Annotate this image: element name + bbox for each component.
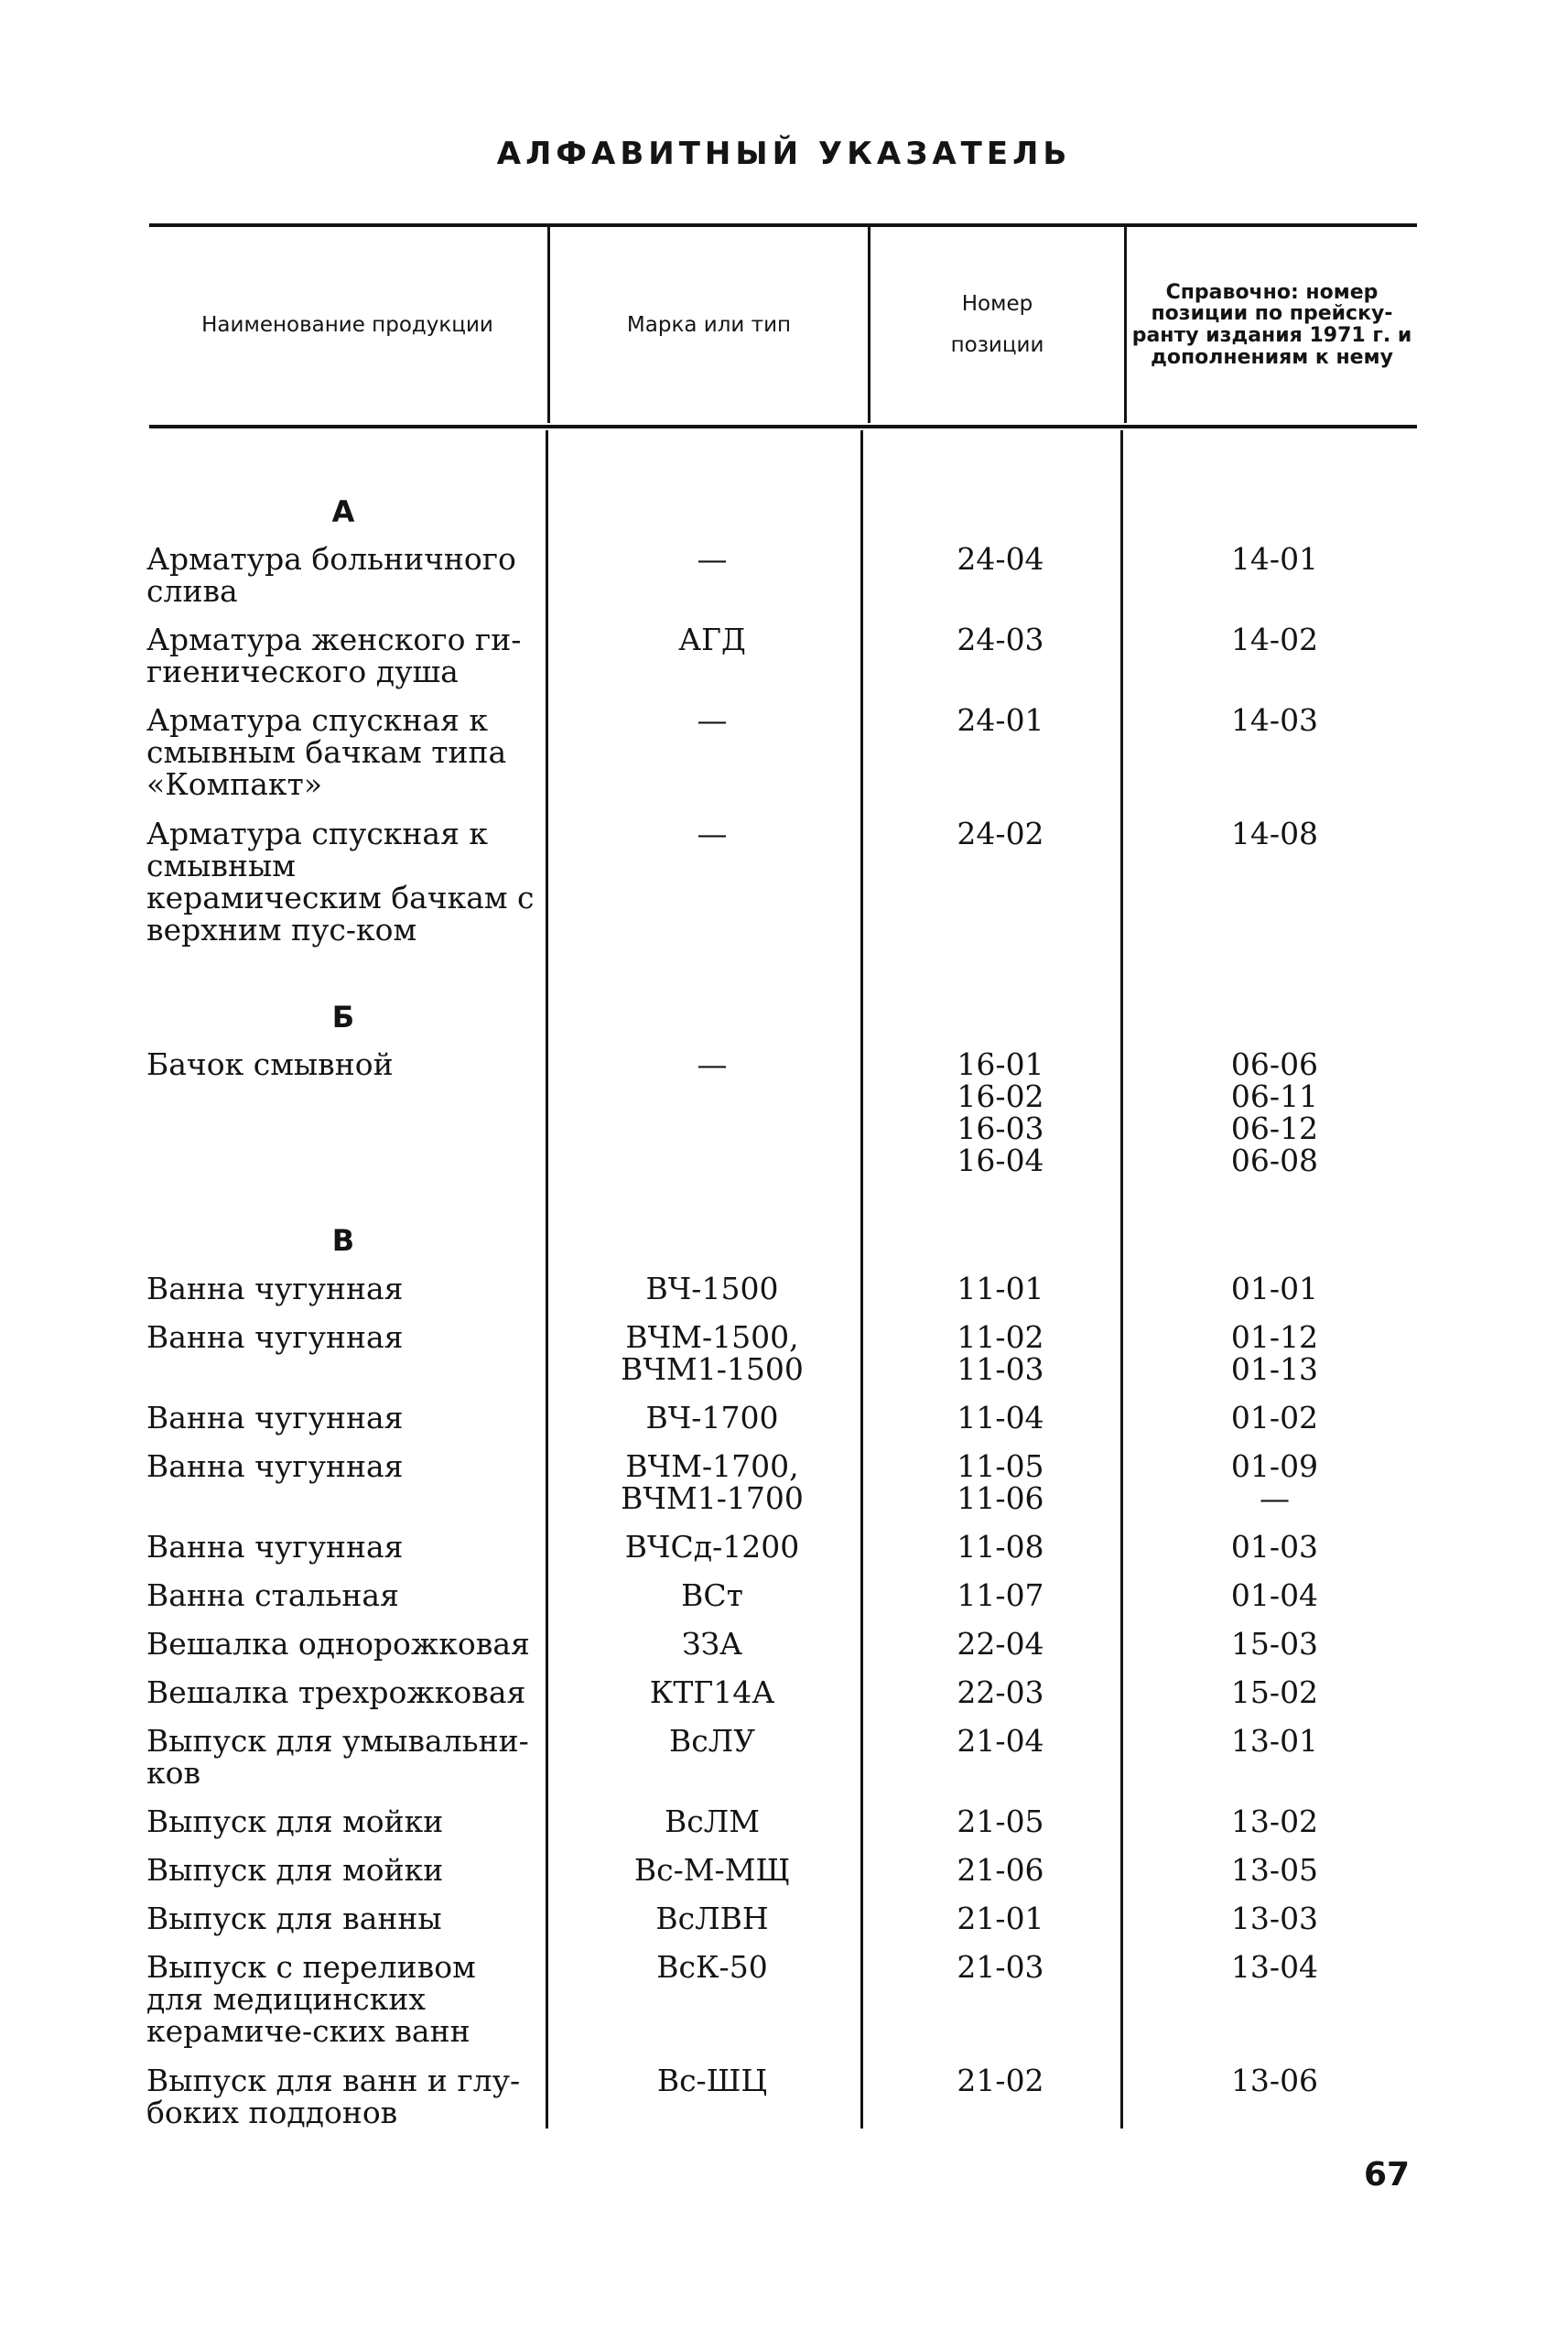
table-row-mark: ВЧМ-1700, ВЧМ1-1700 [621, 1448, 804, 1516]
table-row-reference: 13-04 [1230, 1949, 1319, 1985]
section-letter-a: А [331, 494, 355, 529]
table-row-reference: 01-01 [1230, 1271, 1319, 1306]
table-row-position: 11-01 [957, 1271, 1044, 1306]
table-row-mark: ВЧ-1700 [645, 1400, 779, 1435]
table-row-name: Арматура женского ги-гиенического душа [146, 622, 522, 689]
table-row-mark: ВСт [681, 1577, 743, 1613]
table-row-reference: 13-02 [1230, 1804, 1319, 1839]
table-row-name: Вешалка трехрожковая [146, 1674, 526, 1710]
page-number: 67 [1364, 2156, 1411, 2194]
table-row-mark: ВЧМ-1500, ВЧМ1-1500 [621, 1319, 804, 1387]
header-mark-type-text: Марка или тип [626, 312, 792, 337]
header-position-line1: Номер [961, 292, 1033, 317]
table-row-position: 24-01 [957, 702, 1044, 738]
table-row-mark: ВсЛУ [668, 1723, 756, 1759]
table-row-mark: ВсЛМ [664, 1804, 761, 1839]
table-row-reference: 14-03 [1230, 702, 1319, 738]
table-row-name: Ванна чугунная [146, 1529, 404, 1565]
table-row-position: 21-06 [957, 1852, 1044, 1888]
table-row-mark: ВсК-50 [656, 1949, 768, 1985]
table-row-mark: КТГ14А [649, 1674, 775, 1710]
body-column-divider-1 [546, 430, 548, 2129]
table-row-reference: 14-01 [1230, 541, 1319, 577]
table-row-reference: 01-02 [1230, 1400, 1319, 1435]
table-row-name: Выпуск с переливом для медицинских керамиче-ских ванн [146, 1949, 476, 2049]
table-row-reference: 13-01 [1230, 1723, 1319, 1759]
table-row-mark: ВЧ-1500 [645, 1271, 779, 1306]
table-row-name: Арматура спускная к смывным бачкам типа «Компакт» [146, 702, 507, 802]
table-row-position: 11-07 [957, 1577, 1044, 1613]
table-row-mark: ВсЛВН [655, 1901, 769, 1936]
table-row-name: Выпуск для мойки [146, 1804, 444, 1839]
table-row-name: Выпуск для ванн и глу-боких поддонов [146, 2063, 521, 2130]
table-row-name: Ванна чугунная [146, 1319, 404, 1355]
section-letter-b: Б [331, 1000, 355, 1035]
table-row-position: 21-01 [957, 1901, 1044, 1936]
table-row-name: Выпуск для ванны [146, 1901, 442, 1936]
table-row-name: Ванна чугунная [146, 1448, 404, 1484]
table-top-rule [149, 223, 1417, 227]
table-row-position: 11-08 [957, 1529, 1044, 1565]
table-row-reference: 15-02 [1230, 1674, 1319, 1710]
table-row-position: 22-04 [957, 1626, 1044, 1662]
table-row-reference: 06-06 06-11 06-12 06-08 [1230, 1046, 1319, 1178]
table-row-position: 21-04 [957, 1723, 1044, 1759]
table-row-position: 24-03 [957, 622, 1044, 657]
table-row-name: Арматура больничного слива [146, 541, 516, 609]
table-row-position: 16-01 16-02 16-03 16-04 [957, 1046, 1044, 1178]
table-row-reference: 01-04 [1230, 1577, 1319, 1613]
table-row-position: 21-05 [957, 1804, 1044, 1839]
header-reference-text: Справочно: номер позиции по прейску-ранту издания 1971 г. и дополнениям к нему [1131, 280, 1412, 369]
table-row-name: Выпуск для мойки [146, 1852, 444, 1888]
header-mark-type [550, 229, 868, 421]
table-row-position: 11-05 11-06 [957, 1448, 1044, 1516]
table-row-mark: — [697, 541, 728, 577]
header-position-line2: позиции [950, 333, 1044, 357]
table-row-position: 21-03 [957, 1949, 1044, 1985]
table-row-position: 22-03 [957, 1674, 1044, 1710]
table-row-reference: 13-03 [1230, 1901, 1319, 1936]
table-row-mark: Вс-М-МЩ [633, 1852, 791, 1888]
table-row-position: 24-02 [957, 816, 1044, 851]
table-row-name: Ванна чугунная [146, 1400, 404, 1435]
header-reference [1127, 229, 1417, 421]
header-position-number [871, 229, 1124, 421]
table-row-name: Арматура спускная к смывным керамическим бачкам с верхним пус-ком [146, 816, 535, 948]
table-row-reference: 01-09 — [1230, 1448, 1319, 1516]
table-row-position: 11-02 11-03 [957, 1319, 1044, 1387]
table-row-reference: 01-12 01-13 [1230, 1319, 1319, 1387]
table-row-reference: 13-05 [1230, 1852, 1319, 1888]
table-row-position: 11-04 [957, 1400, 1044, 1435]
table-row-reference: 13-06 [1230, 2063, 1319, 2098]
table-row-reference: 14-02 [1230, 622, 1319, 657]
header-bottom-rule [149, 425, 1417, 428]
table-row-name: Вешалка однорожковая [146, 1626, 530, 1662]
table-row-name: Выпуск для умывальни-ков [146, 1723, 529, 1791]
table-row-mark: ЗЗА [681, 1626, 743, 1662]
table-row-mark: — [697, 1046, 728, 1082]
table-row-mark: — [697, 702, 728, 738]
header-product-name-text: Наименование продукции [201, 312, 493, 337]
table-row-name: Бачок смывной [146, 1046, 394, 1082]
table-row-position: 21-02 [957, 2063, 1044, 2098]
section-letter-v: В [331, 1223, 355, 1258]
table-row-reference: 14-08 [1230, 816, 1319, 851]
table-row-mark: ВЧСд-1200 [624, 1529, 800, 1565]
table-row-mark: — [697, 816, 728, 851]
header-product-name [149, 229, 546, 421]
table-row-mark: АГД [678, 622, 746, 657]
table-row-reference: 15-03 [1230, 1626, 1319, 1662]
page-title: АЛФАВИТНЫЙ УКАЗАТЕЛЬ [496, 135, 1072, 172]
table-row-name: Ванна стальная [146, 1577, 399, 1613]
table-row-position: 24-04 [957, 541, 1044, 577]
table-row-name: Ванна чугунная [146, 1271, 404, 1306]
table-row-reference: 01-03 [1230, 1529, 1319, 1565]
table-row-mark: Вс-ШЦ [656, 2063, 768, 2098]
